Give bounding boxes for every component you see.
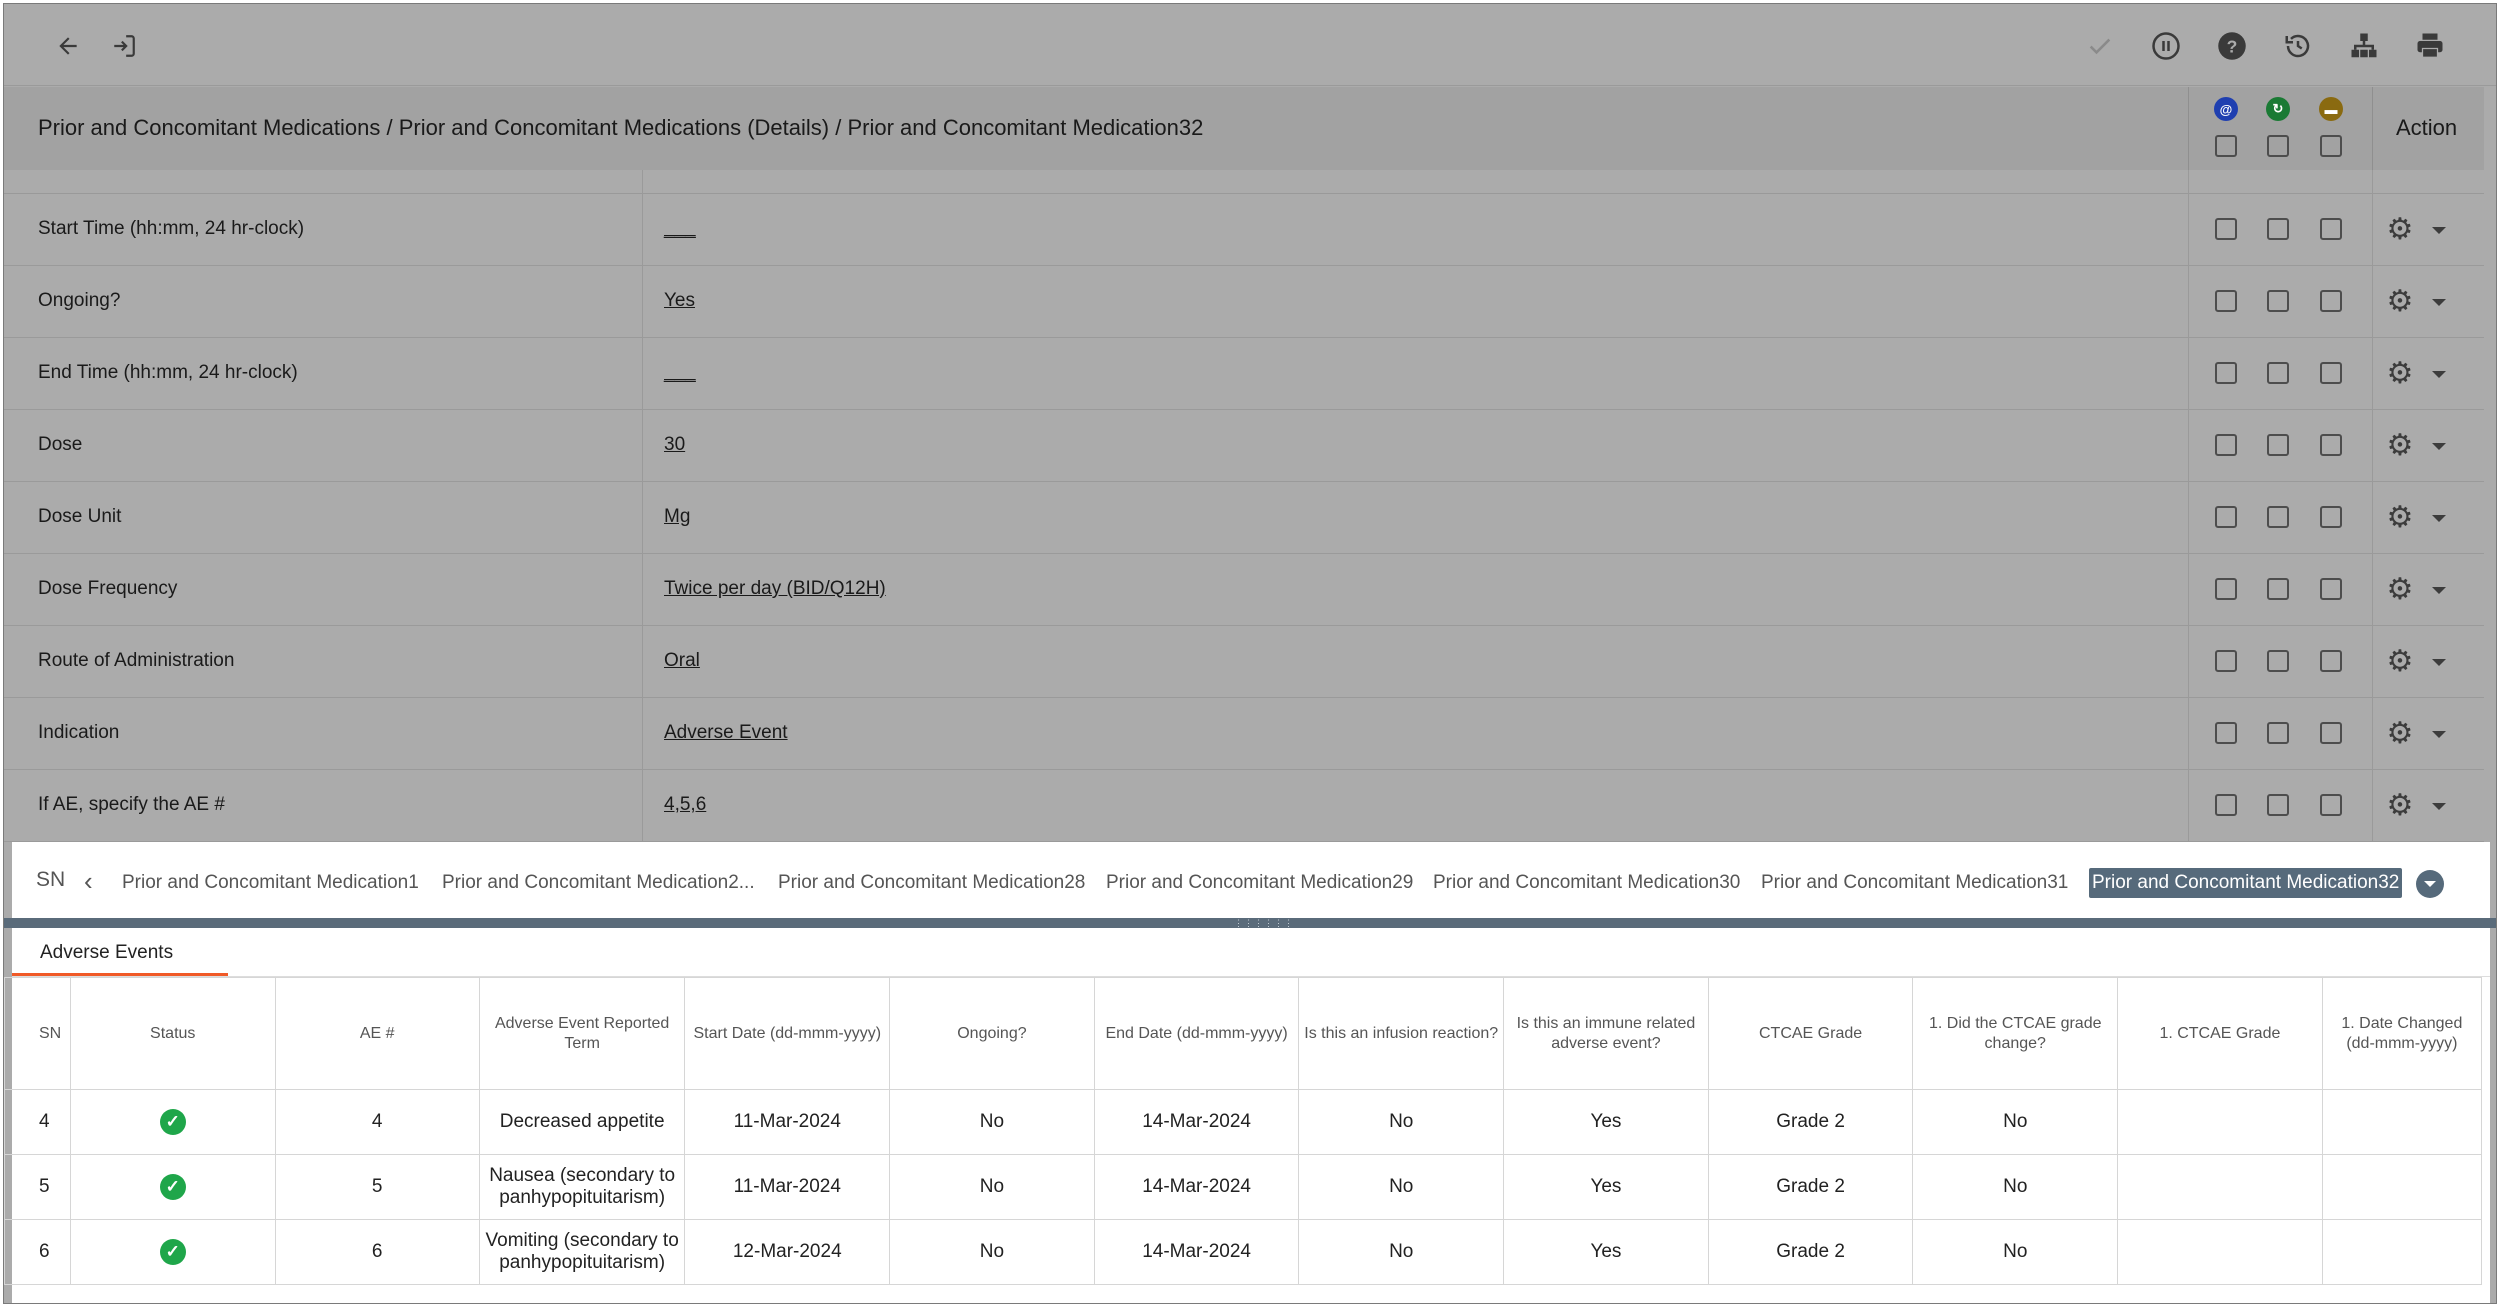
row-checkbox-3[interactable] [2320,794,2342,816]
chevron-down-icon[interactable] [2432,443,2446,450]
table-cell-ongoing: No [890,1155,1095,1220]
history-icon[interactable] [2278,26,2318,66]
table-cell-date1 [2322,1220,2481,1285]
table-cell-grade1 [2118,1155,2323,1220]
hierarchy-icon[interactable] [2344,26,2384,66]
record-tab[interactable]: Prior and Concomitant Medication29 [1106,872,1414,893]
row-checkbox-1[interactable] [2215,722,2237,744]
gear-icon[interactable]: ⚙ [2386,285,2414,318]
table-cell-grade: Grade 2 [1708,1220,1913,1285]
app-window [3,3,2497,1304]
table-row[interactable] [5,1220,2482,1285]
table-cell-infusion: No [1299,1220,1504,1285]
row-checkbox-2[interactable] [2267,290,2289,312]
table-cell-grade: Grade 2 [1708,1090,1913,1155]
table-cell-changed: No [1913,1155,2118,1220]
table-cell-changed: No [1913,1220,2118,1285]
breadcrumb: Prior and Concomitant Medications / Prior and Concomitant Medications (Details) / Prior and Concomitant Medication32 [38,115,1204,140]
field-value[interactable]: Twice per day (BID/Q12H) [664,578,886,599]
field-value[interactable]: 30 [664,434,686,455]
form-top-strip [4,170,2484,194]
chevron-down-icon[interactable] [2432,515,2446,522]
table-cell-date1 [2322,1090,2481,1155]
header-checkbox-1[interactable] [2215,135,2237,157]
table-cell-term: Nausea (secondary to panhypopituitarism) [479,1155,685,1220]
form-field-row [4,410,2484,482]
column-header[interactable]: Adverse Event Reported Term [479,978,685,1090]
row-checkbox-3[interactable] [2320,290,2342,312]
table-cell-ae: 6 [275,1220,479,1285]
chevron-down-icon[interactable] [2432,659,2446,666]
form-fields [4,170,2484,842]
check-circle-icon: ✓ [160,1239,186,1265]
table-cell-start: 11-Mar-2024 [685,1090,890,1155]
chevron-down-icon[interactable] [2432,371,2446,378]
exit-icon[interactable] [104,26,144,66]
field-label: Indication [38,722,120,743]
row-checkbox-2[interactable] [2267,218,2289,240]
chevron-down-icon[interactable] [2432,227,2446,234]
toolbar [4,4,2496,86]
gear-icon[interactable]: ⚙ [2386,789,2414,822]
form-field-row [4,266,2484,338]
form-field-row [4,194,2484,266]
column-header[interactable]: CTCAE Grade [1708,978,1913,1090]
table-cell-sn: 4 [5,1090,71,1155]
field-label: Dose Unit [38,506,122,527]
column-header[interactable]: 1. Did the CTCAE grade change? [1913,978,2118,1090]
record-tabs-bar [12,842,2490,918]
action-column-header: Action [2396,115,2458,140]
form-field-row [4,338,2484,410]
column-header[interactable]: 1. Date Changed (dd-mmm-yyyy) [2322,978,2481,1090]
header-checkbox-2[interactable] [2267,135,2289,157]
field-value[interactable]: Mg [664,506,691,527]
row-checkbox-1[interactable] [2215,506,2237,528]
record-tab[interactable]: Prior and Concomitant Medication32 [2089,868,2402,898]
table-cell-ongoing: No [890,1220,1095,1285]
row-checkbox-1[interactable] [2215,218,2237,240]
row-checkbox-1[interactable] [2215,290,2237,312]
row-checkbox-1[interactable] [2215,434,2237,456]
tab-adverse-events[interactable]: Adverse Events [40,942,174,963]
record-tab[interactable]: Prior and Concomitant Medication30 [1433,872,1741,893]
row-checkbox-2[interactable] [2267,434,2289,456]
form-field-row [4,626,2484,698]
gear-icon[interactable]: ⚙ [2386,501,2414,534]
gear-icon[interactable]: ⚙ [2386,717,2414,750]
table-cell-end: 14-Mar-2024 [1094,1220,1299,1285]
query-icon: @ [2214,97,2238,121]
row-checkbox-1[interactable] [2215,578,2237,600]
table-cell-ae: 5 [275,1155,479,1220]
table-cell-immune: Yes [1504,1090,1709,1155]
field-value[interactable]: ___ [664,362,696,383]
row-checkbox-2[interactable] [2267,362,2289,384]
column-header[interactable]: End Date (dd-mmm-yyyy) [1094,978,1299,1090]
refresh-status-icon: ↻ [2266,97,2290,121]
help-icon[interactable] [2212,26,2252,66]
field-label: End Time (hh:mm, 24 hr-clock) [38,362,298,383]
status-cell [70,1090,275,1155]
table-cell-sn: 5 [5,1155,71,1220]
records-panel [12,842,2490,1304]
splitter-grip-icon[interactable]: ⋮⋮⋮⋮⋮⋮ [1234,918,1294,928]
gear-icon[interactable]: ⚙ [2386,357,2414,390]
table-cell-term: Decreased appetite [479,1090,685,1155]
sn-label: SN [36,868,66,891]
chevron-down-icon[interactable] [2432,299,2446,306]
table-cell-start: 12-Mar-2024 [685,1220,890,1285]
row-checkbox-3[interactable] [2320,434,2342,456]
row-checkbox-3[interactable] [2320,218,2342,240]
form-header [4,87,2484,170]
tabs-dropdown-button[interactable] [2416,870,2444,898]
field-label: Dose Frequency [38,578,178,599]
chevron-down-icon[interactable] [2432,587,2446,594]
table-cell-end: 14-Mar-2024 [1094,1090,1299,1155]
field-label: Ongoing? [38,290,121,311]
table-cell-immune: Yes [1504,1220,1709,1285]
table-cell-changed: No [1913,1090,2118,1155]
column-header[interactable]: SN [5,978,71,1090]
field-value[interactable]: ___ [664,218,696,239]
form-field-row [4,482,2484,554]
table-cell-immune: Yes [1504,1155,1709,1220]
row-checkbox-3[interactable] [2320,362,2342,384]
header-checkbox-3[interactable] [2320,135,2342,157]
row-checkbox-2[interactable] [2267,578,2289,600]
record-tab[interactable]: Prior and Concomitant Medication1 [122,872,419,893]
table-cell-grade1 [2118,1220,2323,1285]
table-cell-sn: 6 [5,1220,71,1285]
table-cell-grade1 [2118,1090,2323,1155]
gear-icon[interactable]: ⚙ [2386,573,2414,606]
field-label: Route of Administration [38,650,235,671]
back-arrow-icon[interactable] [48,26,88,66]
record-tab[interactable]: Prior and Concomitant Medication31 [1761,872,2069,893]
svg-text:?: ? [2226,36,2238,57]
pause-icon[interactable] [2146,26,2186,66]
row-checkbox-2[interactable] [2267,794,2289,816]
row-checkbox-1[interactable] [2215,362,2237,384]
row-checkbox-1[interactable] [2215,650,2237,672]
header-divider [2188,87,2189,170]
chevron-down-icon[interactable] [2432,803,2446,810]
column-header[interactable]: Is this an infusion reaction? [1299,978,1504,1090]
form-field-row [4,770,2484,842]
row-checkbox-3[interactable] [2320,722,2342,744]
row-checkbox-2[interactable] [2267,722,2289,744]
header-divider [2372,87,2373,170]
folder-status-icon: ▬ [2319,97,2343,121]
table-cell-term: Vomiting (secondary to panhypopituitarism) [479,1220,685,1285]
form-field-row [4,698,2484,770]
row-checkbox-3[interactable] [2320,578,2342,600]
row-list-handle-icon[interactable] [3,1019,12,1045]
table-cell-start: 11-Mar-2024 [685,1155,890,1220]
table-cell-ae: 4 [275,1090,479,1155]
table-cell-date1 [2322,1155,2481,1220]
check-circle-icon: ✓ [160,1109,186,1135]
row-checkbox-3[interactable] [2320,506,2342,528]
table-cell-end: 14-Mar-2024 [1094,1155,1299,1220]
field-label: If AE, specify the AE # [38,794,225,815]
field-value[interactable]: Adverse Event [664,722,788,743]
field-label: Start Time (hh:mm, 24 hr-clock) [38,218,305,239]
status-cell [70,1155,275,1220]
column-header[interactable]: Ongoing? [890,978,1095,1090]
table-cell-infusion: No [1299,1090,1504,1155]
check-icon[interactable] [2080,26,2120,66]
row-checkbox-3[interactable] [2320,650,2342,672]
chevron-down-icon[interactable] [2432,731,2446,738]
field-value[interactable]: Oral [664,650,700,671]
column-header[interactable]: Status [70,978,275,1090]
gear-icon[interactable]: ⚙ [2386,645,2414,678]
print-icon[interactable] [2410,26,2450,66]
row-checkbox-2[interactable] [2267,650,2289,672]
record-tab[interactable]: Prior and Concomitant Medication2... [442,872,755,893]
table-row[interactable] [5,1090,2482,1155]
field-label: Dose [38,434,83,455]
field-value[interactable]: 4,5,6 [664,794,707,815]
column-header[interactable]: Start Date (dd-mmm-yyyy) [685,978,890,1090]
status-cell [70,1220,275,1285]
field-value[interactable]: Yes [664,290,695,311]
table-cell-infusion: No [1299,1155,1504,1220]
column-header[interactable]: Is this an immune related adverse event? [1504,978,1709,1090]
row-checkbox-2[interactable] [2267,506,2289,528]
chevron-left-icon[interactable]: ‹ [84,866,93,896]
gear-icon[interactable]: ⚙ [2386,429,2414,462]
adverse-events-table [4,977,2482,1285]
form-field-row [4,554,2484,626]
table-cell-ongoing: No [890,1090,1095,1155]
check-circle-icon: ✓ [160,1174,186,1200]
column-header[interactable]: 1. CTCAE Grade [2118,978,2323,1090]
table-row[interactable] [5,1155,2482,1220]
record-tab[interactable]: Prior and Concomitant Medication28 [778,872,1086,893]
column-header[interactable]: AE # [275,978,479,1090]
gear-icon[interactable]: ⚙ [2386,213,2414,246]
table-cell-grade: Grade 2 [1708,1155,1913,1220]
row-checkbox-1[interactable] [2215,794,2237,816]
